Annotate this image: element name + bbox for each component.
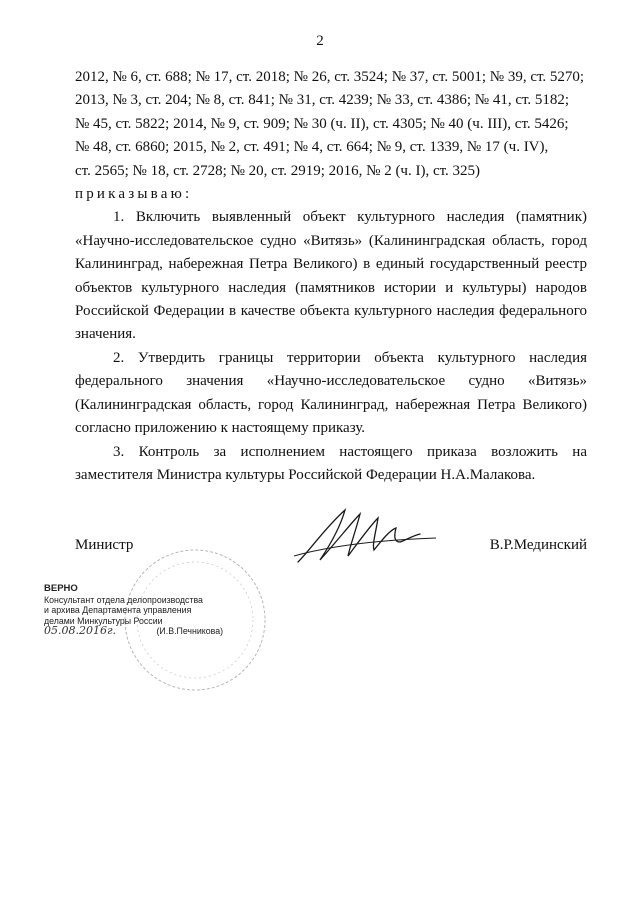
certification-verno: ВЕРНО bbox=[44, 583, 78, 594]
signatory-position: Министр bbox=[75, 537, 134, 553]
certification-initials: (И.В.Печникова) bbox=[156, 626, 224, 637]
order-body bbox=[75, 66, 587, 487]
citation-line: 2012, № 6, ст. 688; № 17, ст. 2018; № 26, ст. 3524; № 37, ст. 5001; № 39, ст. 5270; bbox=[75, 69, 585, 85]
citation-line: 2013, № 3, ст. 204; № 8, ст. 841; № 31, ст. 4239; № 33, ст. 4386; № 41, ст. 5182; bbox=[75, 92, 570, 109]
order-item-2: 2. Утвердить границы территории объекта культурного наследия федерального значения «Научно-исследовательское судно «Витязь» (Калининградская область, город Калининград, набережная Петра Великого) согласно приложению к настоящему приказу. bbox=[75, 349, 587, 437]
citation-line: № 48, ст. 6860; 2015, № 2, ст. 491; № 4, ст. 664; № 9, ст. 1339, № 17 (ч. IV), bbox=[75, 139, 549, 156]
certification-line: Консультант отдела делопроизводства bbox=[44, 594, 203, 605]
page-number: 2 bbox=[316, 33, 324, 49]
citation-line: № 45, ст. 5822; 2014, № 9, ст. 909; № 30 (ч. II), ст. 4305; № 40 (ч. III), ст. 5426; bbox=[75, 115, 569, 132]
signatory-name: В.Р.Мединский bbox=[489, 537, 587, 553]
order-item-3: 3. Контроль за исполнением настоящего приказа возложить на заместителя Министра культуры Российской Федерации Н.А.Малакова. bbox=[75, 443, 587, 483]
certification-line: делами Минкультуры России bbox=[44, 615, 163, 626]
certification-line: и архива Департамента управления bbox=[44, 605, 192, 616]
citation-line: ст. 2565; № 18, ст. 2728; № 20, ст. 2919; 2016, № 2 (ч. I), ст. 325) bbox=[75, 162, 481, 179]
certification-block bbox=[44, 584, 223, 637]
signature-row bbox=[75, 537, 587, 561]
certification-date: 05.08.2016г. bbox=[44, 624, 117, 638]
order-word: приказываю: bbox=[75, 186, 193, 203]
order-item-1: 1. Включить выявленный объект культурного наследия (памятник) «Научно-исследовательское судно «Витязь» (Калининградская область, город Калининград, набережная Петра Великого) в единый государственный реестр объектов культурного наследия (памятников истории и культуры) народов Российской Федерации в качестве объекта культурного наследия федерального значения. bbox=[75, 209, 587, 343]
